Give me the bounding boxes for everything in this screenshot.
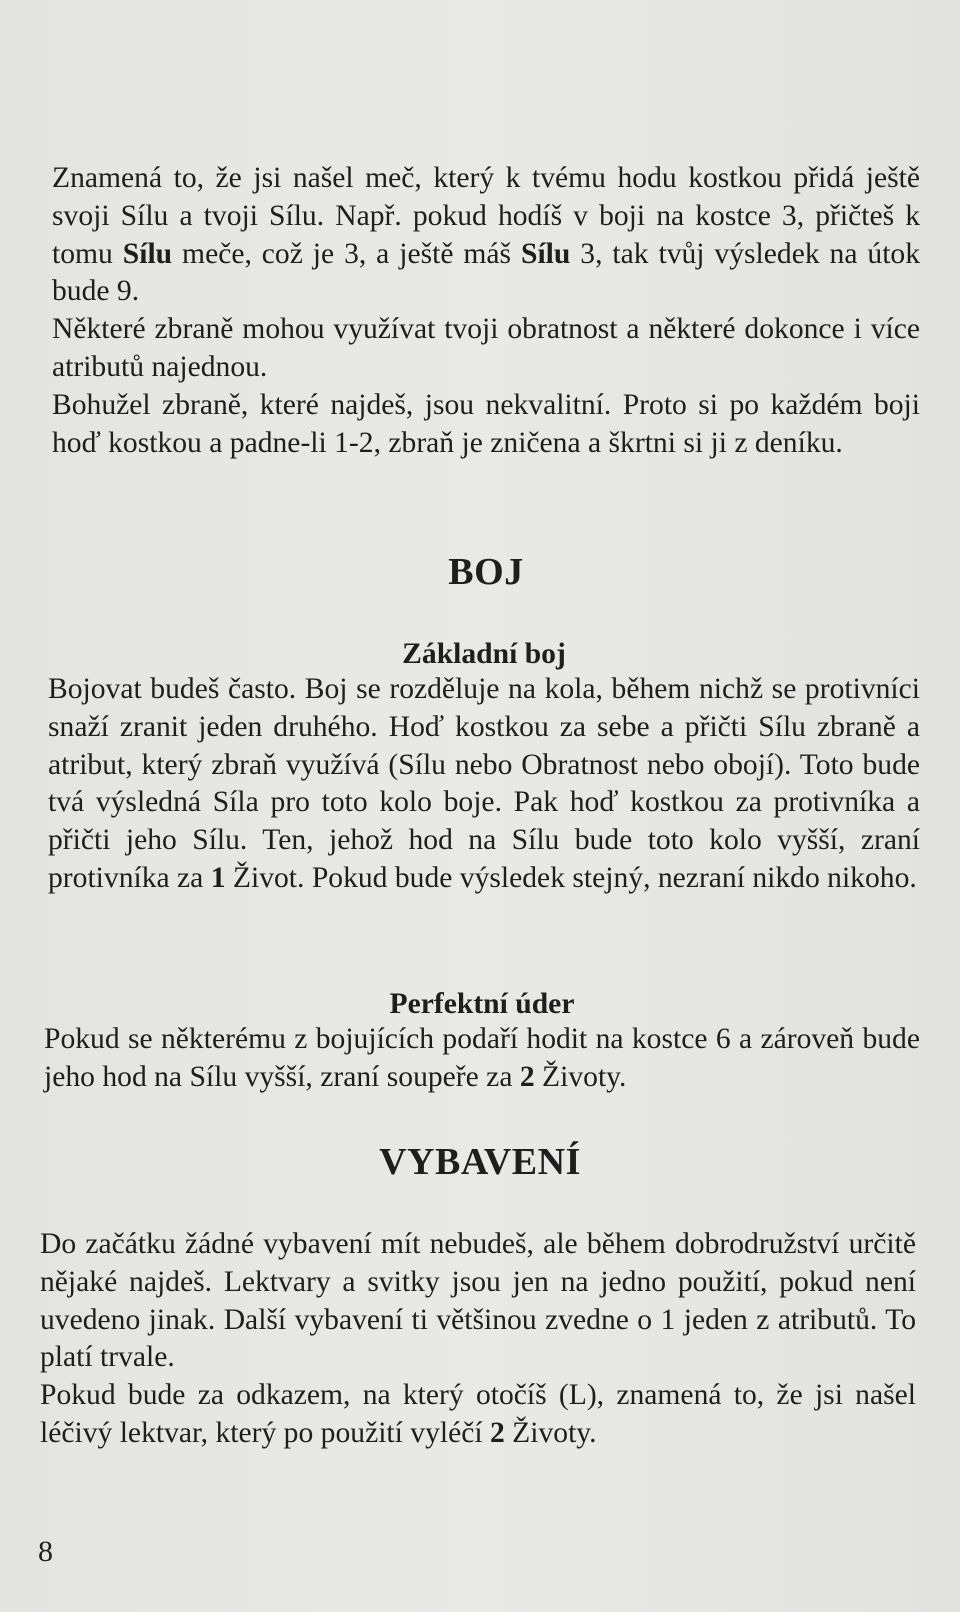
- boj-heading-wrap: [52, 550, 920, 594]
- perfektni-uder-paragraph: [44, 1021, 920, 1097]
- subsection-title-zakladni-boj: Základní boj: [402, 638, 566, 670]
- text: Pokud se některému z bojujících podaří hodit na kostce 6 a zároveň bude jeho hod na Sílu vyšší, zraní soupeře za: [44, 1023, 920, 1093]
- text: Znamená to, že jsi našel meč, který k tvému hodu kostkou přidá ještě svoji Sílu a tvoji Sílu. Např. pokud hodíš v boji na kostce 3, přičteš k tomu: [52, 162, 920, 270]
- text: 3, tak tvůj výsledek na útok bude 9.: [52, 237, 921, 308]
- text: Bojovat budeš často. Boj se rozděluje na kola, během nichž se protivníci snaží zranit jeden druhého. Hoď kostkou za sebe a přičti Sílu zbraně a atribut, který zbraň využívá (Sílu nebo Obratnost nebo obojí). Toto bude tvá výsledná Síla pro toto kolo boje. Pak hoď kostkou za protivníka a přičti jeho Sílu. Ten, jehož hod na Sílu bude toto kolo vyšší, zraní protivníka za: [48, 673, 920, 894]
- text: Pokud bude za odkazem, na který otočíš (L), znamená to, že jsi našel léčivý lektvar, který po použití vyléčí: [40, 1379, 916, 1449]
- section-title-boj: BOJ: [448, 551, 524, 593]
- perfektni-uder-section: [44, 988, 920, 1097]
- vybaveni-paragraph-1: Do začátku žádné vybavení mít nebudeš, ale během dobrodružství určitě nějaké najdeš. Lektvary a svitky jsou jen na jedno použití, pokud není uvedeno jinak. Další vybavení ti většinou zvedne o 1 jeden z atributů. To platí trvale.: [40, 1228, 916, 1374]
- zakladni-boj-section: [48, 638, 920, 898]
- vybaveni-heading-wrap: [40, 1140, 920, 1184]
- intro-paragraph-1: [52, 160, 920, 311]
- bold-text: 1: [210, 861, 226, 894]
- vybaveni-section: [40, 1226, 916, 1453]
- page-number: 8: [38, 1535, 53, 1568]
- text: Životy.: [504, 1416, 597, 1449]
- subsection-title-perfektni-uder: Perfektní úder: [389, 988, 575, 1020]
- zakladni-boj-paragraph: [48, 671, 920, 898]
- text: Životy.: [534, 1060, 627, 1093]
- bold-text: Sílu: [122, 237, 173, 270]
- bold-text: 2: [489, 1416, 505, 1449]
- intro-paragraph-3: Bohužel zbraně, které najdeš, jsou nekvalitní. Proto si po každém boji hoď kostkou a padne-li 1-2, zbraň je zničena a škrtni si ji z deníku.: [52, 388, 920, 459]
- intro-paragraph-2: Některé zbraně mohou využívat tvoji obratnost a některé dokonce i více atributů najednou.: [52, 313, 920, 383]
- text: meče, což je 3, a ještě máš: [172, 237, 521, 270]
- vybaveni-paragraph-2: [40, 1377, 916, 1453]
- section-title-vybaveni: VYBAVENÍ: [379, 1141, 581, 1183]
- bold-text: Sílu: [520, 237, 571, 270]
- text: Život. Pokud bude výsledek stejný, nezraní nikdo nikoho.: [225, 861, 917, 894]
- bold-text: 2: [519, 1060, 535, 1093]
- intro-section: [52, 160, 920, 462]
